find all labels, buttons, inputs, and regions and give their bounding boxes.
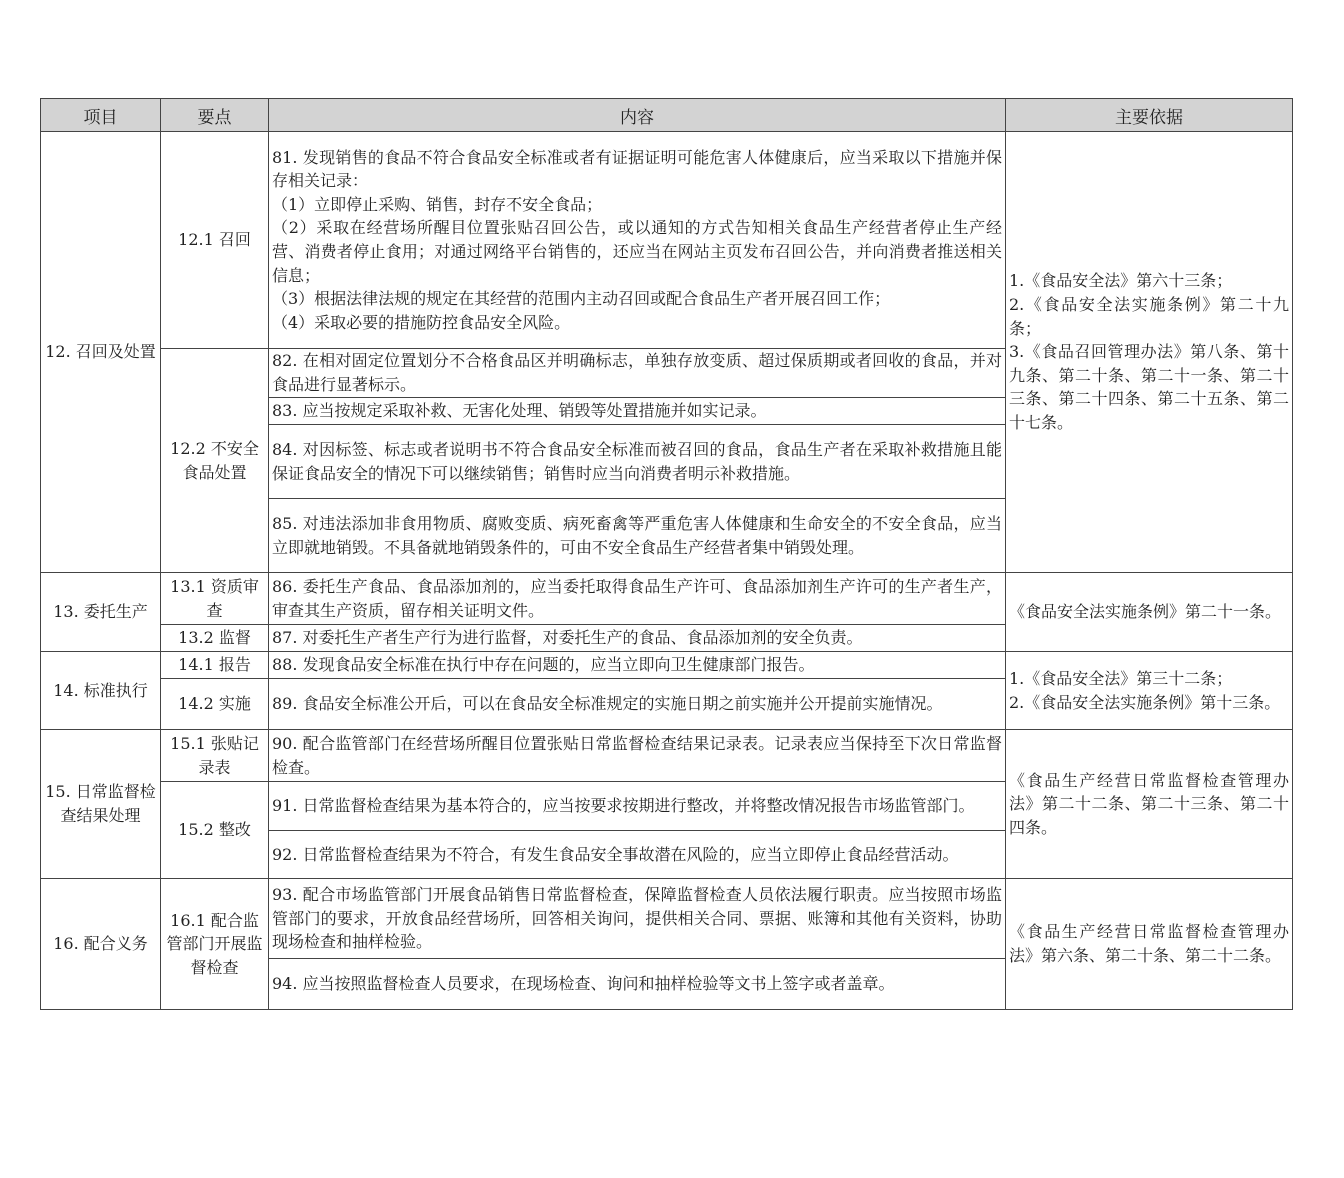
basis-14 bbox=[1006, 652, 1293, 730]
content-81-step2: （2）采取在经营场所醒目位置张贴召回公告，或以通知的方式告知相关食品生产经营者停止生产经营、消费者停止食用；对通过网络平台销售的，还应当在网站主页发布召回公告，并向消费者推送相关信息； bbox=[272, 218, 1002, 285]
content-90: 90. 配合监管部门在经营场所醒目位置张贴日常监督检查结果记录表。记录表应当保持至下次日常监督检查。 bbox=[269, 730, 1006, 782]
content-92: 92. 日常监督检查结果为不符合，有发生食品安全事故潜在风险的，应当立即停止食品经营活动。 bbox=[269, 831, 1006, 879]
basis-12-2: 2.《食品安全法实施条例》第二十九条； bbox=[1009, 295, 1289, 338]
content-81-step1: （1）立即停止采购、销售，封存不安全食品； bbox=[272, 194, 603, 214]
point-14-2: 14.2 实施 bbox=[161, 679, 269, 730]
basis-13: 《食品安全法实施条例》第二十一条。 bbox=[1006, 573, 1293, 652]
point-13-1: 13.1 资质审查 bbox=[161, 573, 269, 625]
regulation-table-container bbox=[40, 98, 1292, 1010]
basis-12-1: 1.《食品安全法》第六十三条； bbox=[1009, 271, 1233, 291]
basis-15: 《食品生产经营日常监督检查管理办法》第二十二条、第二十三条、第二十四条。 bbox=[1006, 730, 1293, 879]
point-12-1: 12.1 召回 bbox=[161, 132, 269, 349]
item-14: 14. 标准执行 bbox=[41, 652, 161, 730]
table-row bbox=[41, 652, 1293, 679]
table-row bbox=[41, 879, 1293, 959]
item-12: 12. 召回及处置 bbox=[41, 132, 161, 573]
header-basis: 主要依据 bbox=[1006, 99, 1293, 132]
header-content: 内容 bbox=[269, 99, 1006, 132]
basis-12 bbox=[1006, 132, 1293, 573]
header-row bbox=[41, 99, 1293, 132]
item-15: 15. 日常监督检查结果处理 bbox=[41, 730, 161, 879]
point-15-2: 15.2 整改 bbox=[161, 782, 269, 879]
header-point: 要点 bbox=[161, 99, 269, 132]
content-89: 89. 食品安全标准公开后，可以在食品安全标准规定的实施日期之前实施并公开提前实施情况。 bbox=[269, 679, 1006, 730]
point-12-2: 12.2 不安全食品处置 bbox=[161, 349, 269, 573]
content-94: 94. 应当按照监督检查人员要求，在现场检查、询问和抽样检验等文书上签字或者盖章。 bbox=[269, 959, 1006, 1010]
content-84: 84. 对因标签、标志或者说明书不符合食品安全标准而被召回的食品，食品生产者在采取补救措施且能保证食品安全的情况下可以继续销售；销售时应当向消费者明示补救措施。 bbox=[269, 425, 1006, 499]
content-87: 87. 对委托生产者生产行为进行监督，对委托生产的食品、食品添加剂的安全负责。 bbox=[269, 625, 1006, 652]
point-15-1: 15.1 张贴记录表 bbox=[161, 730, 269, 782]
content-85: 85. 对违法添加非食用物质、腐败变质、病死畜禽等严重危害人体健康和生命安全的不安全食品，应当立即就地销毁。不具备就地销毁条件的，可由不安全食品生产经营者集中销毁处理。 bbox=[269, 499, 1006, 573]
point-16-1: 16.1 配合监管部门开展监督检查 bbox=[161, 879, 269, 1010]
content-93: 93. 配合市场监管部门开展食品销售日常监督检查，保障监督检查人员依法履行职责。应当按照市场监管部门的要求，开放食品经营场所，回答相关询问，提供相关合同、票据、账簿和其他有关资料，协助现场检查和抽样检验。 bbox=[269, 879, 1006, 959]
basis-12-3: 3.《食品召回管理办法》第八条、第十九条、第二十条、第二十一条、第二十三条、第二十四条、第二十五条、第二十七条。 bbox=[1009, 342, 1289, 432]
content-81 bbox=[269, 132, 1006, 349]
basis-14-2: 2.《食品安全法实施条例》第十三条。 bbox=[1009, 692, 1281, 712]
content-88: 88. 发现食品安全标准在执行中存在问题的，应当立即向卫生健康部门报告。 bbox=[269, 652, 1006, 679]
regulation-table bbox=[40, 98, 1293, 1010]
content-83: 83. 应当按规定采取补救、无害化处理、销毁等处置措施并如实记录。 bbox=[269, 398, 1006, 425]
content-81-step4: （4）采取必要的措施防控食品安全风险。 bbox=[272, 312, 571, 332]
content-81-step3: （3）根据法律法规的规定在其经营的范围内主动召回或配合食品生产者开展召回工作； bbox=[272, 289, 891, 309]
content-91: 91. 日常监督检查结果为基本符合的，应当按要求按期进行整改，并将整改情况报告市场监管部门。 bbox=[269, 782, 1006, 831]
point-13-2: 13.2 监督 bbox=[161, 625, 269, 652]
table-row bbox=[41, 132, 1293, 349]
header-item: 项目 bbox=[41, 99, 161, 132]
content-81-intro: 81. 发现销售的食品不符合食品安全标准或者有证据证明可能危害人体健康后，应当采取以下措施并保存相关记录： bbox=[272, 147, 1002, 191]
content-86: 86. 委托生产食品、食品添加剂的，应当委托取得食品生产许可、食品添加剂生产许可的生产者生产，审查其生产资质，留存相关证明文件。 bbox=[269, 573, 1006, 625]
item-13: 13. 委托生产 bbox=[41, 573, 161, 652]
table-row bbox=[41, 573, 1293, 625]
basis-14-1: 1.《食品安全法》第三十二条； bbox=[1009, 668, 1233, 688]
content-82: 82. 在相对固定位置划分不合格食品区并明确标志，单独存放变质、超过保质期或者回收的食品，并对食品进行显著标示。 bbox=[269, 349, 1006, 398]
table-row bbox=[41, 730, 1293, 782]
item-16: 16. 配合义务 bbox=[41, 879, 161, 1010]
basis-16: 《食品生产经营日常监督检查管理办法》第六条、第二十条、第二十二条。 bbox=[1006, 879, 1293, 1010]
point-14-1: 14.1 报告 bbox=[161, 652, 269, 679]
